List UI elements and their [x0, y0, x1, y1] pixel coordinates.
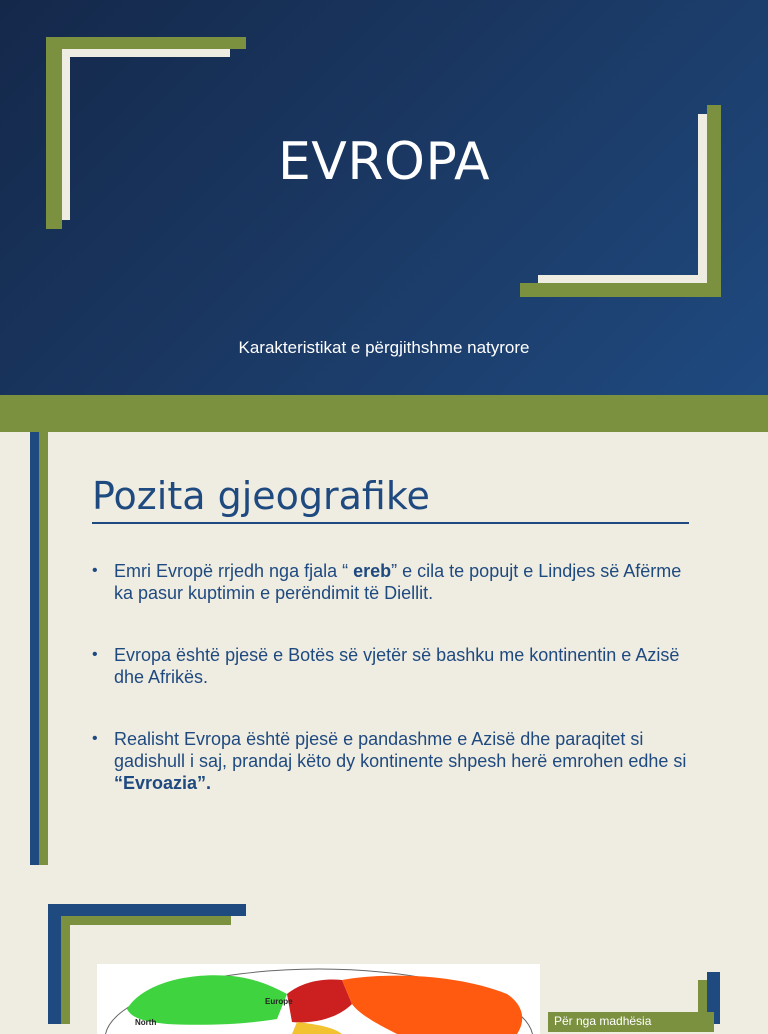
slide-divider-band [0, 395, 768, 432]
bullet-bold-text: ereb [353, 561, 392, 581]
slide3-frame-navy-vertical [48, 904, 61, 1024]
bullet-text: Emri Evropë rrjedh nga fjala “ [114, 561, 354, 581]
slide3-caption: Për nga madhësia [548, 1012, 714, 1032]
bullet-dot: • [92, 562, 98, 579]
bullet-list [92, 560, 702, 834]
slide2-accent-navy-bar [30, 432, 39, 865]
bullet-item [92, 728, 702, 794]
frame-corner-bottom-right-green-horizontal [520, 283, 721, 297]
slide-subtitle: Karakteristikat e përgjithshme natyrore [238, 338, 530, 357]
bullet-bold-text: “Evroazia”. [114, 773, 212, 793]
bullet-dot: • [92, 730, 98, 747]
map-label-europe: Europe [265, 997, 293, 1006]
heading-underline [92, 522, 689, 524]
slide2-accent-green-bar [39, 432, 48, 865]
frame-corner-top-left-cream-horizontal [62, 49, 230, 57]
bullet-item [92, 644, 702, 688]
bullet-text: Evropa është pjesë e Botës së vjetër së bashku me kontinentin e Azisë dhe Afrikës. [114, 645, 680, 687]
frame-corner-top-left-green-horizontal [46, 37, 246, 49]
bullet-item [92, 560, 702, 604]
slide3-frame-navy-horizontal [48, 904, 246, 916]
slide3-frame-green-vertical [61, 916, 70, 1024]
map-label-north: North [135, 1018, 157, 1027]
frame-corner-bottom-right-cream-horizontal [538, 275, 707, 283]
bullet-text: Realisht Evropa është pjesë e pandashme e Azisë dhe paraqitet si gadishull i saj, prandaj këto dy kontinente shpesh herë emrohen edhe si [114, 729, 687, 771]
slide-title: EVROPA [277, 132, 491, 192]
title-slide [0, 0, 768, 395]
slide3-frame-green-horizontal [61, 916, 231, 925]
slide2-heading: Pozita gjeografike [92, 474, 430, 518]
bullet-dot: • [92, 646, 98, 663]
bullet-text-tail: ” e cila te popujt e Lindjes së Afërme ka pasur kuptimin e perëndimit të Diellit. [114, 561, 682, 603]
